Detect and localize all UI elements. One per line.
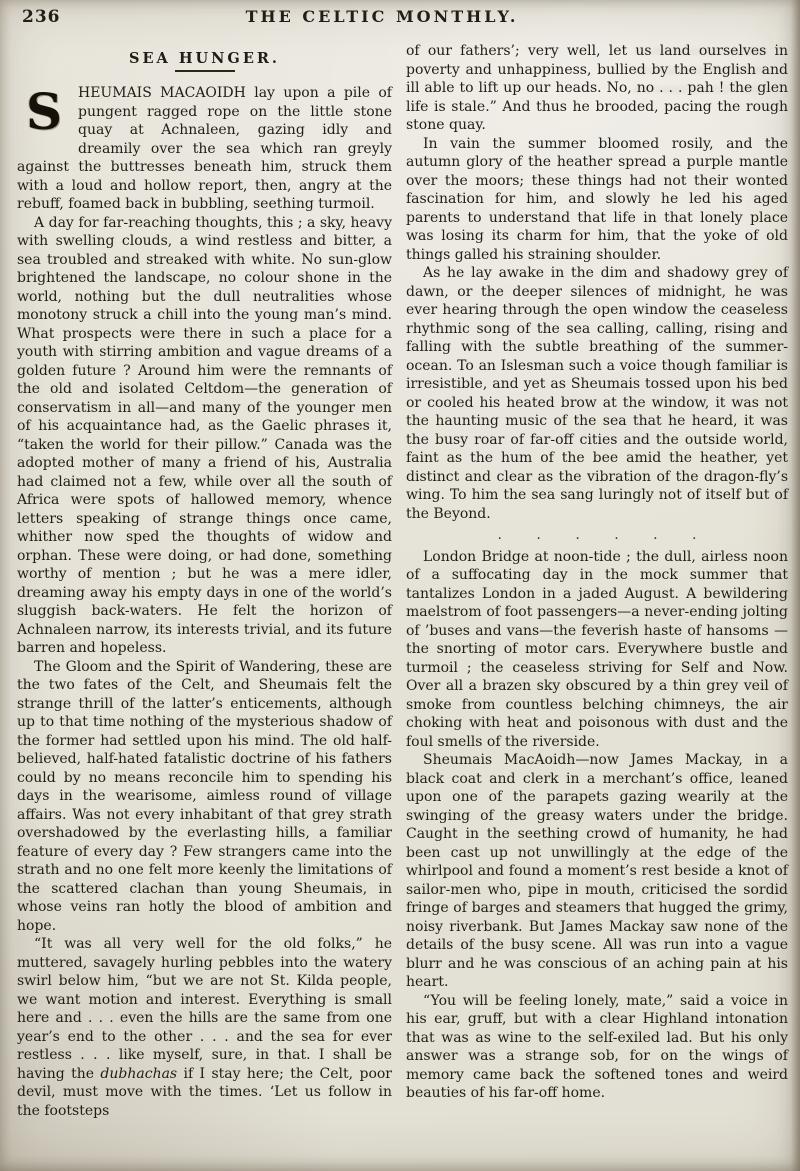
paragraph-continuation: of our fathers’; very well, let us land ourselves in poverty and unhappiness, bullied by the English and ill able to lift up our heads. No, no . . . pah ! the glen life is stale.” And thus he brooded, pacing the rough stone quay.: [406, 43, 788, 133]
article-body: [0, 32, 800, 1120]
paragraph: In vain the summer bloomed rosily, and the autumn glory of the heather spread a purple mantle over the moors; these things had not their wonted fascination for him, and slowly he led his aged parents to understand that life in that lonely place was losing its charm for him, that the yoke of old things galled his straining shoulder.: [406, 135, 788, 263]
page-edge-shadow: [791, 0, 800, 1171]
right-column: [406, 42, 788, 1120]
left-column: [17, 42, 392, 1120]
paragraph: A day for far-reaching thoughts, this ; a sky, heavy with swelling clouds, a wind restless and bitter, a sea troubled and streaked with white. No sun-glow brightened the landscape, no colour shone in the world, nothing but the dull neutralities whose monotony struck a chill into the young man’s mind. What prospects were there in such a place for a youth with stirring ambition and vague dreams of a golden future ? Around him were the remnants of the old and isolated Celtdom—the generation of conservatism in all—and many of the younger men of his acquaintance had, as the Gaelic phrases it, “taken the world for their pillow.” Canada was the adopted mother of many a friend of his, Australia had claimed not a few, while over all the south of Africa were spots of hallowed memory, whence letters speaking of strange things once came, whither now sped the thoughts of widow and orphan. These were doing, or had done, something worthy of mention ; but he was a mere idler, dreaming away his empty days in one of the world’s sluggish back-waters. He felt the horizon of Achnaleen narrow, its interests trivial, and its future barren and hopeless.: [17, 214, 392, 656]
paragraph: As he lay awake in the dim and shadowy grey of dawn, or the deeper silences of midnight, he was ever hearing through the open window the ceaseless rhythmic song of the sea calling, calling, rising and falling with the subtle breathing of the summer-ocean. To an Islesman such a voice though familiar is irresistible, and yet as Sheumais tossed upon his bed or cooled his heated brow at the window, it was not the haunting music of the sea that he heard, it was the busy roar of far-off cities and the outside world, faint as the hum of the bee amid the heather, yet distinct and clear as the vibration of the dragon-fly’s wing. To him the sea sang luringly not of itself but of the Beyond.: [406, 265, 788, 522]
drop-cap-initial: S: [25, 82, 63, 141]
paragraph-text: if I stay here; the Celt, poor devil, must move with the times. ‘Let us follow in the footsteps: [17, 1065, 392, 1119]
paragraph-text: HEUMAIS MACAOIDH lay upon a pile of pungent ragged rope on the little stone quay at Achnaleen, gazing idly and dreamily over the sea which ran greyly against the buttresses beneath him, struck them with a loud and hollow report, then, angry at the rebuff, foamed back in bubbling, seething turmoil.: [17, 85, 392, 212]
paragraph-opening: [17, 84, 392, 214]
paragraph: London Bridge at noon-tide ; the dull, airless noon of a suffocating day in the mock summer that tantalizes London in a jaded August. A bewildering maelstrom of foot passengers—a never-ending jolting of ’buses and vans—the feverish haste of hansoms — the snorting of motor cars. Everywhere bustle and turmoil ; the ceaseless striving for Self and Now. Over all a brazen sky obscured by a thin grey veil of smoke from countless belching chimneys, the air choking with heat and poisonous with dust and the foul smells of the riverside.: [406, 548, 788, 750]
section-separator: . . . . . .: [497, 527, 697, 543]
page-header: [0, 0, 800, 32]
gaelic-term: dubhachas: [100, 1065, 178, 1082]
paragraph: “You will be feeling lonely, mate,” said a voice in his ear, gruff, but with a clear Highland intonation that was as wine to the self-exiled lad. But his only answer was a strange sob, for on the wings of memory came back the softened tones and weird beauties of his far-off home.: [406, 992, 788, 1101]
paragraph: Sheumais MacAoidh—now James Mackay, in a black coat and clerk in a merchant’s office, leaned upon one of the parapets gazing wearily at the swinging of the greasy waters under the bridge. Caught in the seething crowd of humanity, he had been cast up not unwillingly at the edge of the whirlpool and found a moment’s rest beside a knot of sailor-men who, pipe in mouth, criticised the sordid fringe of barges and steamers that hugged the grimy, noisy riverbank. But James Mackay saw none of the details of the busy scene. All was run into a vague blurr and he was conscious of an aching pain at his heart.: [406, 752, 788, 990]
paragraph-text: “It was all very well for the old folks,” he muttered, savagely hurling pebbles into the watery swirl below him, “but we are not St. Kilda people, we want motion and interest. Everything is small here and . . . even the hills are the same from one year’s end to the other . . . and the sea for ever restless . . . like myself, sure, in that. I shall be having the: [17, 936, 392, 1082]
journal-title: THE CELTIC MONTHLY.: [245, 7, 519, 26]
title-rule: [175, 70, 235, 72]
page-number: 236: [22, 7, 61, 27]
paragraph: The Gloom and the Spirit of Wandering, these are the two fates of the Celt, and Sheumais felt the strange thrill of the latter’s enticements, although up to that time nothing of the mysterious shadow of the former had settled upon his mind. The old half-believed, half-hated fatalistic doctrine of his fathers could by no means reconcile him to spending his days in the wearisome, aimless round of village affairs. Was not every inhabitant of that grey strath overshadowed by the everlasting hills, a familiar feature of every day ? Few strangers came into the strath and no one felt more keenly the limitations of the scattered clachan than young Sheumais, in whose veins ran hotly the blood of ambition and hope.: [17, 658, 392, 934]
paragraph: [17, 935, 392, 1120]
article-title: SEA HUNGER.: [129, 50, 280, 67]
